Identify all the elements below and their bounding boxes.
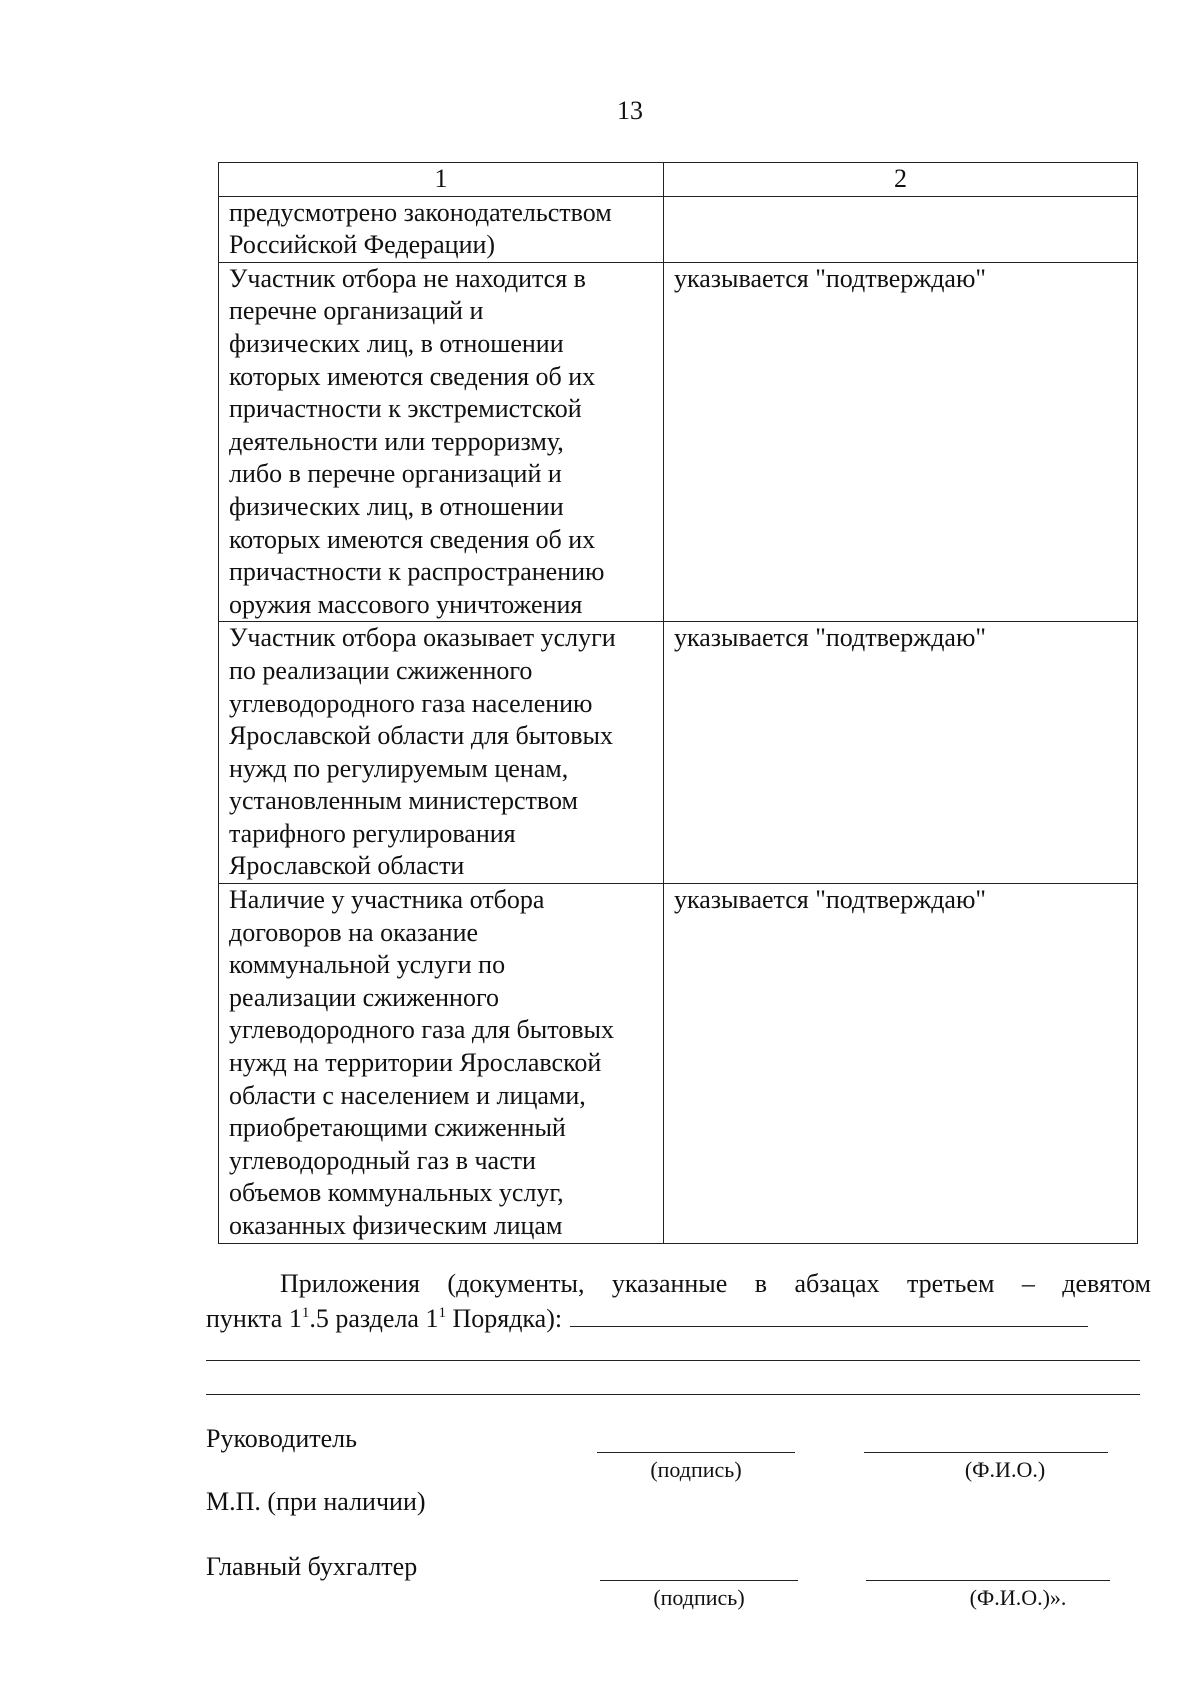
value-cell: указывается "подтверждаю" <box>664 262 1138 622</box>
value-cell: указывается "подтверждаю" <box>664 884 1138 1244</box>
cell-text-line: Ярославской области для бытовых <box>229 721 613 751</box>
cell-text-line: оказанных физическим лицам <box>229 1211 563 1240</box>
table-header-row <box>219 163 1138 197</box>
cell-text-line: коммунальной услуги по <box>229 950 506 980</box>
page-number: 13 <box>617 96 643 125</box>
table-row <box>219 622 1138 884</box>
cell-text-line: реализации сжиженного <box>229 982 499 1012</box>
appendix-blank-line[interactable] <box>206 1360 1140 1361</box>
cell-text-line: Наличие у участника отбора <box>229 885 545 915</box>
cell-text-line: причастности к экстремистской <box>229 394 582 424</box>
cell-text-line: перечне организаций и <box>229 296 484 326</box>
appendix-word: девятом <box>1062 1269 1151 1298</box>
cell-text-line: причастности к распространению <box>229 557 605 587</box>
appendix-word: (документы, <box>447 1269 585 1298</box>
signature-caption: (подпись) <box>653 1585 745 1610</box>
cell-text-line: углеводородного газа населению <box>229 688 593 718</box>
cell-text-line: оружия массового уничтожения <box>229 589 583 619</box>
appendix-word: третьем <box>906 1269 995 1298</box>
name-caption: (Ф.И.О.) <box>964 1457 1046 1482</box>
cell-text-line: по реализации сжиженного <box>229 655 533 685</box>
appendix-line-1 <box>206 1268 1151 1300</box>
requirements-table <box>218 162 1138 1244</box>
appendix-word: абзацах <box>794 1269 880 1298</box>
appendix-paragraph <box>206 1268 1151 1335</box>
appendix-blank-line[interactable] <box>570 1300 1088 1327</box>
cell-text-line: которых имеются сведения об их <box>229 361 596 391</box>
cell-text-line: договоров на оказание <box>229 917 479 947</box>
appendix-word: указанные <box>611 1269 728 1298</box>
cell-text-line: объемов коммунальных услуг, <box>229 1178 564 1208</box>
table-row <box>219 196 1138 262</box>
name-caption: (Ф.И.О.)». <box>969 1585 1067 1610</box>
accountant-label: Главный бухгалтер <box>206 1552 418 1581</box>
appendix-blank-line[interactable] <box>206 1394 1140 1395</box>
criterion-cell <box>219 622 664 884</box>
cell-text-line: деятельности или терроризму, <box>229 426 564 456</box>
cell-text-line: которых имеются сведения об их <box>229 524 596 554</box>
appendix-word: Приложения <box>280 1269 420 1298</box>
cell-text-line: нужд на территории Ярославской <box>229 1048 602 1078</box>
accountant-signature-line[interactable] <box>600 1580 798 1581</box>
cell-text-line: тарифного регулирования <box>229 818 516 848</box>
accountant-name-line[interactable] <box>866 1580 1110 1581</box>
cell-text-line: либо в перечне организаций и <box>229 459 562 489</box>
appendix-word: – <box>1021 1269 1035 1298</box>
cell-text-line: Ярославской области <box>229 851 465 881</box>
cell-text-line: нужд по регулируемым ценам, <box>229 753 569 783</box>
appendix-word: в <box>754 1269 768 1298</box>
column-header-1: 1 <box>219 163 664 197</box>
cell-text-line: физических лиц, в отношении <box>229 328 564 358</box>
cell-text-line: Российской Федерации) <box>229 230 496 260</box>
column-header-2: 2 <box>664 163 1138 197</box>
table-row <box>219 884 1138 1244</box>
cell-text-line: предусмотрено законодательством <box>229 197 612 227</box>
criterion-cell <box>219 196 664 262</box>
cell-text-line: Участник отбора оказывает услуги <box>229 623 616 653</box>
stamp-label: М.П. (при наличии) <box>206 1487 426 1516</box>
signature-caption: (подпись) <box>650 1457 742 1482</box>
value-cell: указывается "подтверждаю" <box>664 622 1138 884</box>
table-row <box>219 262 1138 622</box>
cell-text-line: приобретающими сжиженный <box>229 1113 566 1143</box>
head-name-line[interactable] <box>864 1452 1108 1453</box>
criterion-cell <box>219 884 664 1244</box>
criterion-cell <box>219 262 664 622</box>
cell-text-line: физических лиц, в отношении <box>229 491 564 521</box>
head-signature-line[interactable] <box>597 1452 795 1453</box>
head-label: Руководитель <box>206 1424 357 1453</box>
cell-text-line: Участник отбора не находится в <box>229 263 586 293</box>
cell-text-line: области с населением и лицами, <box>229 1080 586 1110</box>
cell-text-line: установленным министерством <box>229 786 578 816</box>
appendix-line-2: пункта $1^1.5$ раздела $1^1$ Порядка): <box>206 1300 1151 1335</box>
value-cell <box>664 196 1138 262</box>
cell-text-line: углеводородный газ в части <box>229 1145 536 1175</box>
cell-text-line: углеводородного газа для бытовых <box>229 1015 614 1045</box>
